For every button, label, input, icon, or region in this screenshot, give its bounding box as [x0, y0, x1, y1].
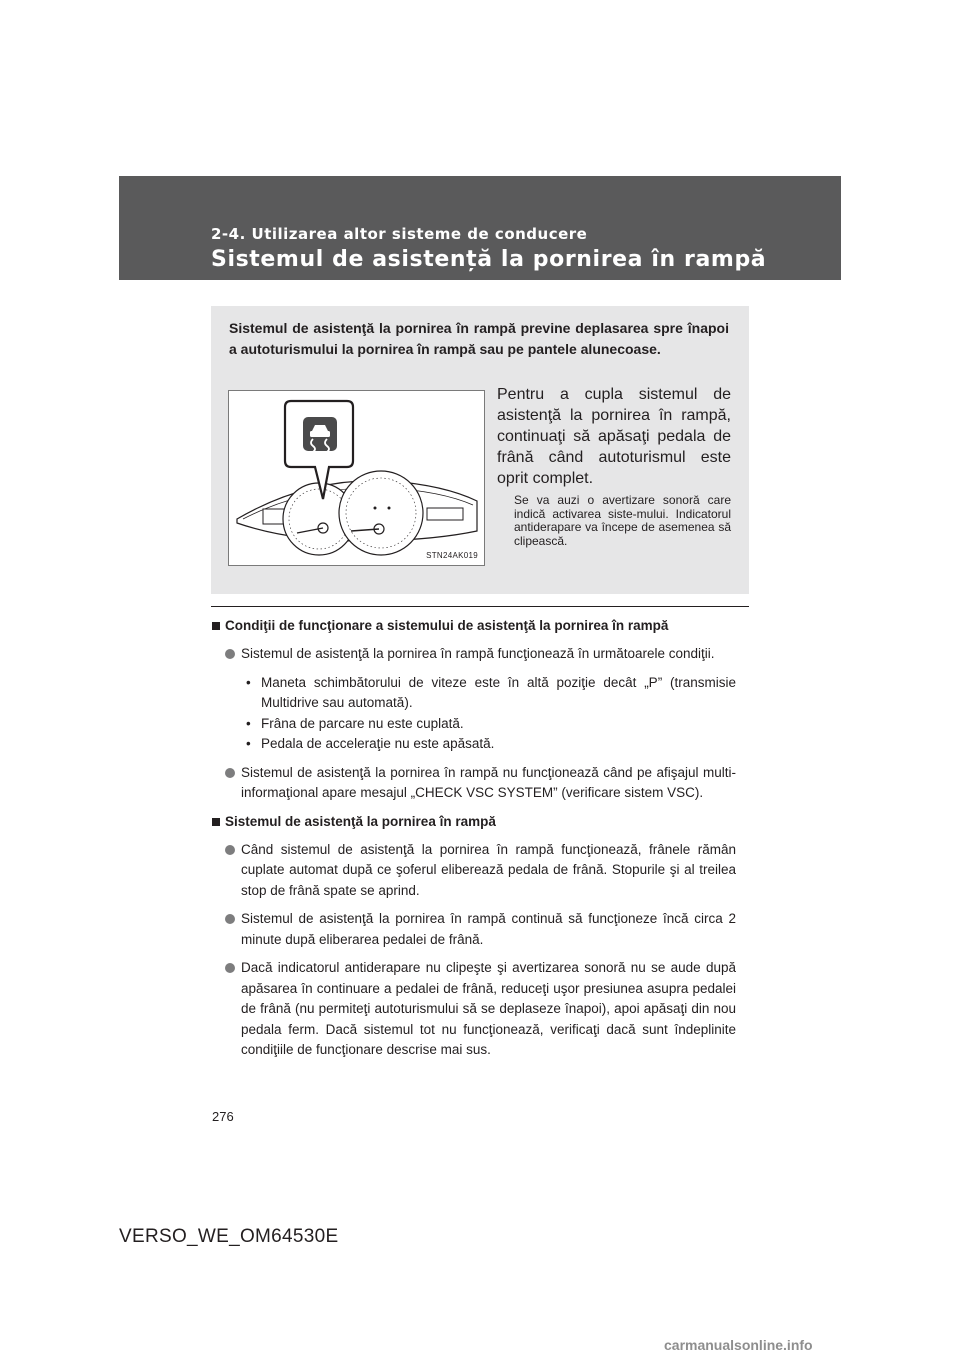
sub-list-item-text: Pedala de acceleraţie nu este apăsată.	[261, 736, 495, 751]
dashboard-drawing	[229, 391, 484, 565]
header-band	[119, 176, 841, 280]
sub-list-item-text: Frâna de parcare nu este cuplată.	[261, 715, 464, 731]
page-title: Sistemul de asistență la pornirea în rampă	[211, 247, 767, 272]
instrument-cluster-illustration	[228, 390, 485, 566]
section-heading-text: Condiţii de funcţionare a sistemului de asistenţă la pornirea în rampă	[225, 618, 669, 633]
activation-step: Pentru a cupla sistemul de asistenţă la pornirea în rampă, continuaţi să apăsaţi pedala de frână când autoturismul este oprit complet.	[497, 386, 731, 487]
list-item	[212, 840, 736, 902]
section-heading-conditions	[212, 616, 736, 636]
list-item-text: Dacă indicatorul antiderapare nu clipeşte şi avertizarea sonoră nu se aude după apăsarea în continuare a pedalei de frână, reduceţi uşor presiunea asupra pedalei de frână (nu permiteţi autoturismului să se deplaseze înapoi), apoi apăsaţi din nou pedala ferm. Dacă sistemul tot nu funcţionează, verificaţi dacă sunt îndeplinite condiţiile de funcţionare descrise mai sus.	[241, 960, 736, 1057]
list-item	[212, 958, 736, 1061]
watermark: carmanualsonline.info	[664, 1337, 813, 1353]
dot-marker-icon: •	[246, 674, 251, 690]
illustration-code: STN24AK019	[426, 551, 478, 560]
bullet-icon	[225, 963, 235, 973]
bullet-icon	[225, 649, 235, 659]
square-marker-icon	[212, 818, 220, 826]
list-item-text: Sistemul de asistenţă la pornirea în rampă funcţionează în următoarele condiţii.	[241, 646, 715, 661]
intro-box	[211, 306, 749, 594]
section-divider	[211, 606, 749, 607]
bullet-icon	[225, 914, 235, 924]
dot-marker-icon: •	[246, 736, 251, 751]
section-heading-text: Sistemul de asistenţă la pornirea în rampă	[225, 813, 496, 829]
list-item	[212, 763, 736, 804]
activation-note: Se va auzi o avertizare sonoră care indică activarea siste-mului. Indicatorul antiderapare va începe de asemenea să clipească.	[514, 493, 731, 548]
bullet-icon	[225, 768, 235, 778]
sub-list-item	[212, 714, 736, 735]
bullet-icon	[225, 845, 235, 855]
list-item-text: Sistemul de asistenţă la pornirea în rampă nu funcţionează când pe afişajul multi-informaţional apare mesajul „CHECK VSC SYSTEM” (verificare sistem VSC).	[241, 764, 736, 800]
list-item	[212, 909, 736, 950]
condition-sublist	[212, 673, 736, 755]
section-label: 2-4. Utilizarea altor sisteme de conducere	[211, 225, 588, 243]
main-content	[212, 616, 736, 1069]
page-number: 276	[212, 1109, 234, 1124]
sub-list-item	[212, 673, 736, 714]
intro-summary: Sistemul de asistenţă la pornirea în rampă previne deplasarea spre înapoi a autoturismului la pornirea în rampă sau pe pantele alunecoase.	[229, 320, 729, 357]
sub-list-item	[212, 734, 736, 755]
section-heading-operation	[212, 812, 736, 832]
square-marker-icon	[212, 622, 220, 630]
dot-marker-icon: •	[246, 715, 251, 731]
list-item-text: Sistemul de asistenţă la pornirea în rampă continuă să funcţioneze încă circa 2 minute după eliberarea pedalei de frână.	[241, 911, 736, 947]
sub-list-item-text: Maneta schimbătorului de viteze este în altă poziţie decât „P” (transmisie Multidrive sau automată).	[261, 674, 736, 710]
list-item	[212, 644, 736, 665]
list-item-text: Când sistemul de asistenţă la pornirea în rampă funcţionează, frânele rămân cuplate automat după ce şoferul eliberează pedala de frână. Stopurile şi al treilea stop de frână spate se aprind.	[241, 841, 736, 898]
document-code: VERSO_WE_OM64530E	[119, 1226, 339, 1247]
